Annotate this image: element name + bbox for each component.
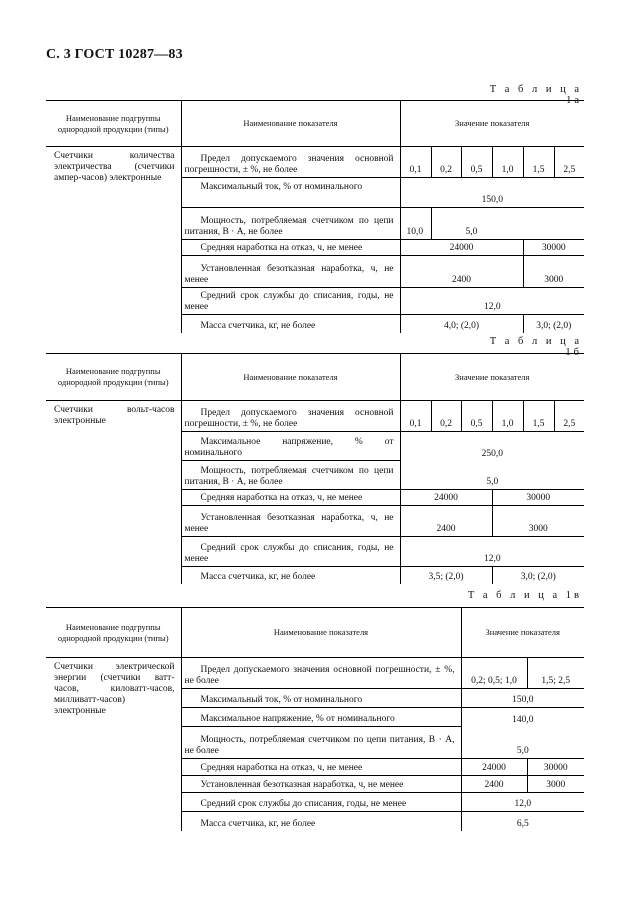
indicator-label: Максимальный ток, % от номинального — [200, 182, 363, 192]
value-cell: 30000 — [523, 240, 584, 256]
value-cell: 2,5 — [554, 401, 584, 432]
indicator-label: Средняя наработка на отказ, ч, не менее — [200, 493, 363, 503]
col-header-value: Значение показателя — [461, 608, 584, 658]
group-name: Счетчики количества электричества (счетчики ампер-часов) электронные — [46, 147, 181, 333]
value-cell: 3000 — [544, 275, 564, 285]
col-header-indicator: Наименование показателя — [181, 101, 400, 147]
group-name: Счетчики вольт-часов электронные — [46, 401, 181, 584]
table-1b — [46, 353, 584, 584]
col-header-group: Наименование подгруппы однородной продукции (типы) — [46, 101, 181, 147]
value-cell: 6,5 — [516, 818, 529, 829]
group-name: Счетчики электрической энергии (счетчики ватт-часов, киловатт-часов, милливатт-часов) электронные — [46, 658, 181, 831]
indicator-label: Максимальный ток, % от номинального — [200, 695, 363, 705]
value-cell: 2400 — [400, 256, 523, 288]
value-cell: 0,2 — [431, 401, 461, 432]
indicator-label: Масса счетчика, кг, не более — [200, 571, 316, 582]
value-cell: 140,0 — [512, 714, 534, 725]
page-header: С. 3 ГОСТ 10287—83 — [46, 47, 183, 62]
col-header-value: Значение показателя — [400, 354, 584, 401]
indicator-label: Средняя наработка на отказ, ч, не менее — [200, 243, 363, 253]
value-cell: 1,5; 2,5 — [527, 658, 584, 689]
indicator-label: Предел допускаемого значения основной погрешности, ± %, не более — [184, 665, 455, 686]
value-cell: 24000 — [461, 759, 527, 776]
value-cell: 3000 — [528, 524, 548, 534]
indicator-label: Предел допускаемого значения основной погрешности, ± %, не более — [184, 154, 394, 175]
col-header-group: Наименование подгруппы однородной продукции (типы) — [46, 608, 181, 658]
value-cell: 4,0; (2,0) — [400, 315, 523, 333]
value-cell: 3000 — [527, 776, 584, 793]
table-1a — [46, 100, 584, 333]
value-cell: 3,0; (2,0) — [492, 567, 584, 584]
value-cell: 1,5 — [523, 147, 554, 178]
indicator-label: Предел допускаемого значения основной погрешности, ± %, не более — [184, 408, 394, 429]
indicator-label: Максимальное напряжение, % от номинального — [184, 437, 394, 458]
value-cell: 1,0 — [492, 147, 523, 178]
value-cell: 0,2; 0,5; 1,0 — [461, 658, 527, 689]
value-cell: 2,5 — [554, 147, 584, 178]
value-cell: 150,0 — [461, 689, 584, 708]
value-cell: 2400 — [400, 506, 492, 537]
value-cell: 5,0 — [486, 477, 499, 487]
col-header-value: Значение показателя — [400, 101, 584, 147]
value-cell: 30000 — [527, 759, 584, 776]
value-cell: 1,5 — [523, 401, 554, 432]
table-1v — [46, 607, 584, 831]
indicator-label: Мощность, потребляемая счетчиком по цепи питания, В · А, не более — [184, 216, 394, 237]
indicator-label: Средний срок службы до списания, годы, не менее — [184, 543, 394, 564]
indicator-label: Мощность, потребляемая счетчиком по цепи питания, В · А, не более — [184, 735, 455, 756]
indicator-label: Масса счетчика, кг, не более — [200, 320, 316, 331]
indicator-label: Средний срок службы до списания, годы, не менее — [200, 799, 407, 809]
value-cell: 24000 — [400, 240, 523, 256]
value-cell: 5,0 — [516, 746, 529, 756]
value-cell: 10,0 — [400, 208, 431, 240]
indicator-label: Установленная безотказная наработка, ч, не менее — [184, 264, 394, 285]
table-1a-caption: Т а б л и ц а 1а — [489, 84, 582, 106]
table-1v-caption: Т а б л и ц а 1в — [467, 590, 582, 601]
value-cell: 1,0 — [492, 401, 523, 432]
col-header-group: Наименование подгруппы однородной продукции (типы) — [46, 354, 181, 401]
value-cell: 3,5; (2,0) — [400, 567, 492, 584]
indicator-label: Установленная безотказная наработка, ч, не менее — [200, 780, 404, 790]
table-row — [46, 658, 584, 689]
value-cell: 0,5 — [461, 147, 492, 178]
col-header-indicator: Наименование показателя — [181, 608, 461, 658]
indicator-label: Средний срок службы до списания, годы, не менее — [184, 291, 394, 312]
value-cell: 5,0 — [431, 208, 584, 240]
indicator-label: Установленная безотказная наработка, ч, не менее — [184, 513, 394, 534]
indicator-label: Мощность, потребляемая счетчиком по цепи питания, В · А, не более — [184, 466, 394, 487]
value-cell: 24000 — [400, 490, 492, 506]
value-cell: 3,0; (2,0) — [523, 315, 584, 333]
value-cell: 150,0 — [481, 195, 503, 205]
table-row — [46, 147, 584, 178]
value-cell: 12,0 — [461, 793, 584, 812]
value-cell: 250,0 — [481, 448, 503, 459]
indicator-label: Средняя наработка на отказ, ч, не менее — [200, 763, 363, 773]
indicator-label: Максимальное напряжение, % от номинального — [200, 714, 395, 724]
col-header-indicator: Наименование показателя — [181, 354, 400, 401]
value-cell: 0,2 — [431, 147, 461, 178]
table-1b-caption: Т а б л и ц а 1б — [489, 336, 582, 358]
value-cell: 0,1 — [400, 401, 431, 432]
value-cell: 12,0 — [400, 288, 584, 315]
value-cell: 30000 — [492, 490, 584, 506]
value-cell: 12,0 — [400, 537, 584, 567]
value-cell: 0,5 — [461, 401, 492, 432]
table-row — [46, 401, 584, 432]
value-cell: 2400 — [461, 776, 527, 793]
indicator-label: Масса счетчика, кг, не более — [200, 818, 316, 829]
value-cell: 0,1 — [400, 147, 431, 178]
